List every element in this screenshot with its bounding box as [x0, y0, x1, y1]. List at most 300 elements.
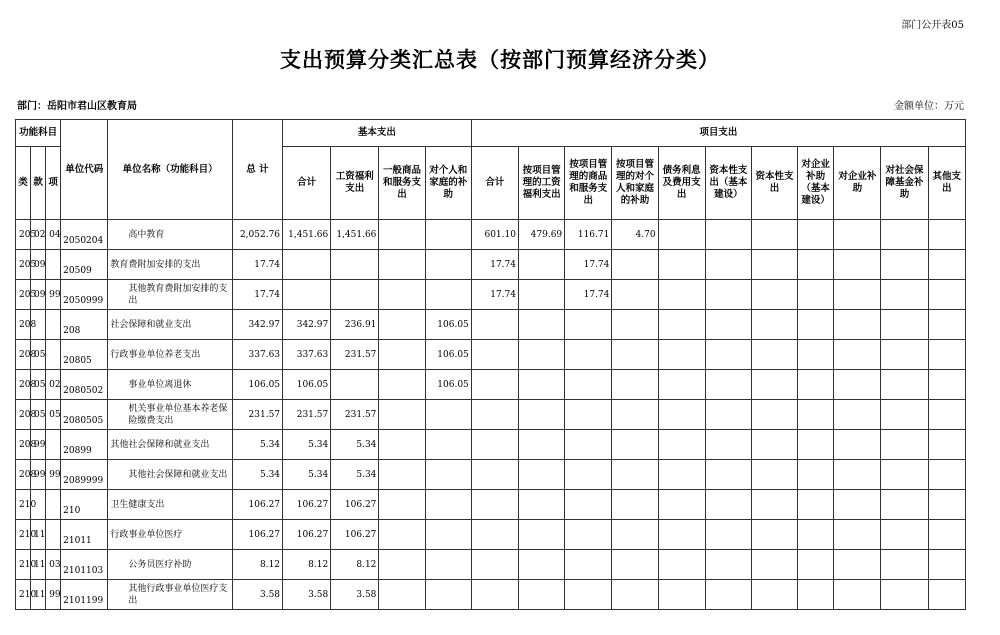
table-row [16, 520, 966, 550]
project-empty-cell [928, 580, 965, 610]
project-empty-cell [798, 550, 834, 580]
lei-cell: 205 [16, 280, 31, 310]
table-row [16, 250, 966, 280]
document-number: 部门公开表05 [901, 20, 964, 31]
lei-cell: 208 [16, 340, 31, 370]
project-empty-cell [751, 490, 797, 520]
project-sum-cell [471, 580, 518, 610]
project-goods-cell: 17.74 [565, 250, 612, 280]
kuan-cell: 11 [31, 550, 46, 580]
total-cell: 106.27 [232, 490, 282, 520]
project-personal-cell [612, 460, 658, 490]
project-empty-cell [658, 430, 705, 460]
project-empty-cell [798, 520, 834, 550]
unit-name-cell: 高中教育 [108, 220, 233, 250]
project-empty-cell [751, 340, 797, 370]
project-wage-cell: 479.69 [518, 220, 564, 250]
basic-goods-cell [379, 430, 425, 460]
project-goods-cell [565, 430, 612, 460]
xiang-cell: 99 [46, 580, 61, 610]
project-col-header: 债务利息及费用支出 [658, 147, 705, 220]
basic-sum-cell: 5.34 [283, 430, 331, 460]
project-empty-cell [928, 310, 965, 340]
basic-sum-cell: 5.34 [283, 460, 331, 490]
project-col-header: 其他支出 [928, 147, 965, 220]
total-cell: 342.97 [232, 310, 282, 340]
project-personal-cell [612, 550, 658, 580]
lei-cell: 208 [16, 400, 31, 430]
xiang-cell [46, 340, 61, 370]
basic-wage-cell: 236.91 [331, 310, 379, 340]
lei-cell: 205 [16, 220, 31, 250]
lei-cell: 210 [16, 490, 31, 520]
project-empty-cell [881, 400, 928, 430]
project-empty-cell [705, 490, 751, 520]
basic-goods-cell [379, 400, 425, 430]
project-empty-cell [881, 250, 928, 280]
project-personal-cell [612, 400, 658, 430]
project-col-header: 合计 [471, 147, 518, 220]
basic-sum-cell: 337.63 [283, 340, 331, 370]
total-cell: 17.74 [232, 280, 282, 310]
unit-code-cell: 2050999 [61, 280, 108, 310]
xiang-cell: 99 [46, 460, 61, 490]
project-personal-cell [612, 520, 658, 550]
project-empty-cell [798, 310, 834, 340]
basic-personal-cell [425, 220, 471, 250]
basic-wage-cell [331, 370, 379, 400]
project-empty-cell [798, 460, 834, 490]
total-cell: 2,052.76 [232, 220, 282, 250]
project-empty-cell [928, 220, 965, 250]
unit-code-header: 单位代码 [61, 120, 108, 220]
project-empty-cell [658, 340, 705, 370]
project-sum-cell [471, 460, 518, 490]
project-col-header: 资本性支出 [751, 147, 797, 220]
kuan-cell: 99 [31, 460, 46, 490]
project-empty-cell [751, 370, 797, 400]
kuan-cell: 11 [31, 580, 46, 610]
xiang-cell: 99 [46, 280, 61, 310]
budget-table [15, 119, 966, 610]
xiang-cell: 02 [46, 370, 61, 400]
project-empty-cell [834, 460, 881, 490]
project-personal-cell [612, 310, 658, 340]
unit-code-cell: 20899 [61, 430, 108, 460]
kuan-cell: 05 [31, 340, 46, 370]
project-empty-cell [705, 370, 751, 400]
project-empty-cell [705, 250, 751, 280]
project-empty-cell [928, 400, 965, 430]
project-goods-cell [565, 340, 612, 370]
project-empty-cell [705, 220, 751, 250]
basic-sum-cell [283, 280, 331, 310]
basic-goods-cell [379, 340, 425, 370]
kuan-cell: 05 [31, 400, 46, 430]
project-empty-cell [705, 340, 751, 370]
basic-personal-cell [425, 400, 471, 430]
basic-sum-cell: 3.58 [283, 580, 331, 610]
total-cell: 8.12 [232, 550, 282, 580]
basic-wage-cell: 5.34 [331, 430, 379, 460]
basic-wage-cell [331, 250, 379, 280]
unit-name-cell: 其他社会保障和就业支出 [108, 460, 233, 490]
project-personal-cell: 4.70 [612, 220, 658, 250]
project-empty-cell [928, 280, 965, 310]
project-wage-cell [518, 250, 564, 280]
xiang-cell [46, 520, 61, 550]
xiang-cell [46, 250, 61, 280]
project-empty-cell [705, 400, 751, 430]
xiang-cell [46, 310, 61, 340]
project-col-header: 按项目管理的对个人和家庭的补助 [612, 147, 658, 220]
basic-personal-cell: 106.05 [425, 340, 471, 370]
project-empty-cell [928, 490, 965, 520]
basic-wage-cell: 8.12 [331, 550, 379, 580]
unit-code-cell: 210 [61, 490, 108, 520]
project-empty-cell [658, 280, 705, 310]
project-empty-cell [881, 490, 928, 520]
basic-personal-cell: 106.05 [425, 310, 471, 340]
project-empty-cell [798, 250, 834, 280]
project-empty-cell [881, 520, 928, 550]
project-empty-cell [834, 220, 881, 250]
project-goods-cell [565, 400, 612, 430]
table-row [16, 400, 966, 430]
table-row [16, 460, 966, 490]
project-goods-cell [565, 370, 612, 400]
project-empty-cell [658, 550, 705, 580]
project-empty-cell [751, 250, 797, 280]
lei-cell: 208 [16, 310, 31, 340]
project-empty-cell [658, 490, 705, 520]
project-goods-cell [565, 580, 612, 610]
total-header: 总 计 [232, 120, 282, 220]
project-empty-cell [751, 220, 797, 250]
project-empty-cell [658, 400, 705, 430]
page-title: 支出预算分类汇总表（按部门预算经济分类） [280, 47, 720, 72]
project-empty-cell [881, 550, 928, 580]
project-empty-cell [881, 340, 928, 370]
kuan-cell: 02 [31, 220, 46, 250]
func-subject-header: 功能科目 [16, 120, 61, 147]
basic-goods-cell [379, 370, 425, 400]
total-cell: 106.27 [232, 520, 282, 550]
project-goods-cell [565, 520, 612, 550]
unit-name-cell: 机关事业单位基本养老保险缴费支出 [108, 400, 233, 430]
total-cell: 231.57 [232, 400, 282, 430]
table-row [16, 550, 966, 580]
total-cell: 5.34 [232, 430, 282, 460]
lei-cell: 210 [16, 580, 31, 610]
xiang-cell [46, 490, 61, 520]
project-wage-cell [518, 280, 564, 310]
project-empty-cell [705, 310, 751, 340]
basic-wage-cell: 5.34 [331, 460, 379, 490]
project-wage-cell [518, 550, 564, 580]
unit-name-cell: 社会保障和就业支出 [108, 310, 233, 340]
project-wage-cell [518, 520, 564, 550]
basic-goods-cell [379, 490, 425, 520]
lei-cell: 208 [16, 460, 31, 490]
basic-wage-cell: 3.58 [331, 580, 379, 610]
project-empty-cell [881, 310, 928, 340]
basic-goods-cell [379, 220, 425, 250]
basic-personal-cell [425, 550, 471, 580]
unit-name-cell: 公务员医疗补助 [108, 550, 233, 580]
project-sum-cell [471, 310, 518, 340]
project-sum-cell [471, 370, 518, 400]
unit-name-cell: 卫生健康支出 [108, 490, 233, 520]
basic-personal-cell [425, 250, 471, 280]
unit-code-cell: 2089999 [61, 460, 108, 490]
project-empty-cell [834, 310, 881, 340]
project-empty-cell [751, 580, 797, 610]
department-label: 部门：岳阳市君山区教育局 [17, 101, 137, 112]
kuan-cell: 11 [31, 520, 46, 550]
kuan-cell: 05 [31, 370, 46, 400]
project-col-header: 按项目管理的商品和服务支出 [565, 147, 612, 220]
project-empty-cell [751, 520, 797, 550]
project-empty-cell [928, 460, 965, 490]
lei-cell: 205 [16, 250, 31, 280]
xiang-header: 项 [46, 147, 61, 220]
project-empty-cell [834, 280, 881, 310]
project-goods-cell [565, 310, 612, 340]
project-empty-cell [658, 520, 705, 550]
project-empty-cell [928, 370, 965, 400]
lei-cell: 210 [16, 550, 31, 580]
project-wage-cell [518, 460, 564, 490]
project-sum-cell [471, 400, 518, 430]
project-wage-cell [518, 310, 564, 340]
project-wage-cell [518, 400, 564, 430]
project-empty-cell [798, 220, 834, 250]
basic-col-header: 工资福利支出 [331, 147, 379, 220]
project-col-header: 按项目管理的工资福利支出 [518, 147, 564, 220]
unit-code-cell: 2101199 [61, 580, 108, 610]
xiang-cell: 05 [46, 400, 61, 430]
basic-sum-cell: 342.97 [283, 310, 331, 340]
table-row [16, 220, 966, 250]
unit-name-cell: 事业单位离退休 [108, 370, 233, 400]
unit-code-cell: 2080502 [61, 370, 108, 400]
project-empty-cell [798, 430, 834, 460]
project-sum-cell [471, 430, 518, 460]
basic-personal-cell [425, 520, 471, 550]
project-sum-cell [471, 520, 518, 550]
basic-col-header: 合计 [283, 147, 331, 220]
unit-name-cell: 其他社会保障和就业支出 [108, 430, 233, 460]
project-empty-cell [834, 490, 881, 520]
xiang-cell: 03 [46, 550, 61, 580]
project-empty-cell [658, 460, 705, 490]
project-empty-cell [798, 340, 834, 370]
unit-name-header: 单位名称（功能科目） [108, 120, 233, 220]
total-cell: 3.58 [232, 580, 282, 610]
xiang-cell: 04 [46, 220, 61, 250]
project-wage-cell [518, 490, 564, 520]
kuan-header: 款 [31, 147, 46, 220]
amount-unit-label: 金额单位：万元 [894, 101, 964, 112]
project-personal-cell [612, 250, 658, 280]
project-empty-cell [834, 370, 881, 400]
project-empty-cell [751, 400, 797, 430]
project-sum-cell [471, 490, 518, 520]
project-empty-cell [658, 220, 705, 250]
project-empty-cell [928, 430, 965, 460]
unit-code-cell: 20805 [61, 340, 108, 370]
basic-goods-cell [379, 550, 425, 580]
basic-col-header: 对个人和家庭的补助 [425, 147, 471, 220]
project-personal-cell [612, 580, 658, 610]
project-empty-cell [751, 550, 797, 580]
project-wage-cell [518, 370, 564, 400]
project-empty-cell [751, 310, 797, 340]
project-empty-cell [798, 400, 834, 430]
unit-code-cell: 2101103 [61, 550, 108, 580]
project-empty-cell [751, 430, 797, 460]
project-col-header: 资本性支出（基本建设） [705, 147, 751, 220]
lei-header: 类 [16, 147, 31, 220]
table-row [16, 490, 966, 520]
basic-col-header: 一般商品和服务支出 [379, 147, 425, 220]
project-sum-cell [471, 550, 518, 580]
project-personal-cell [612, 340, 658, 370]
project-personal-cell [612, 490, 658, 520]
kuan-cell: 99 [31, 430, 46, 460]
unit-code-cell: 2050204 [61, 220, 108, 250]
project-empty-cell [798, 370, 834, 400]
basic-personal-cell [425, 430, 471, 460]
project-empty-cell [834, 550, 881, 580]
project-empty-cell [881, 580, 928, 610]
project-empty-cell [658, 580, 705, 610]
unit-code-cell: 21011 [61, 520, 108, 550]
project-empty-cell [705, 460, 751, 490]
total-cell: 17.74 [232, 250, 282, 280]
project-empty-cell [798, 280, 834, 310]
table-row [16, 370, 966, 400]
unit-code-cell: 2080505 [61, 400, 108, 430]
project-col-header: 对社会保障基金补助 [881, 147, 928, 220]
unit-name-cell: 其他教育费附加安排的支出 [108, 280, 233, 310]
basic-goods-cell [379, 460, 425, 490]
xiang-cell [46, 430, 61, 460]
basic-goods-cell [379, 280, 425, 310]
project-goods-cell [565, 550, 612, 580]
project-personal-cell [612, 430, 658, 460]
project-empty-cell [928, 340, 965, 370]
lei-cell: 208 [16, 430, 31, 460]
project-goods-cell: 116.71 [565, 220, 612, 250]
project-goods-cell [565, 460, 612, 490]
project-empty-cell [928, 250, 965, 280]
basic-wage-cell [331, 280, 379, 310]
basic-sum-cell: 106.27 [283, 520, 331, 550]
basic-sum-cell: 1,451.66 [283, 220, 331, 250]
lei-cell: 210 [16, 520, 31, 550]
basic-sum-cell: 106.05 [283, 370, 331, 400]
table-row [16, 340, 966, 370]
basic-sum-cell: 8.12 [283, 550, 331, 580]
project-expenditure-header: 项目支出 [471, 120, 965, 147]
project-empty-cell [834, 340, 881, 370]
project-col-header: 对企业补助（基本建设） [798, 147, 834, 220]
project-goods-cell [565, 490, 612, 520]
basic-wage-cell: 231.57 [331, 340, 379, 370]
basic-goods-cell [379, 580, 425, 610]
project-goods-cell: 17.74 [565, 280, 612, 310]
project-sum-cell: 17.74 [471, 250, 518, 280]
basic-sum-cell: 231.57 [283, 400, 331, 430]
project-empty-cell [705, 280, 751, 310]
unit-code-cell: 20509 [61, 250, 108, 280]
project-empty-cell [705, 580, 751, 610]
project-empty-cell [834, 400, 881, 430]
basic-wage-cell: 1,451.66 [331, 220, 379, 250]
project-col-header: 对企业补助 [834, 147, 881, 220]
project-sum-cell: 17.74 [471, 280, 518, 310]
project-empty-cell [798, 580, 834, 610]
basic-expenditure-header: 基本支出 [283, 120, 472, 147]
project-empty-cell [658, 250, 705, 280]
project-empty-cell [751, 460, 797, 490]
basic-personal-cell [425, 280, 471, 310]
project-empty-cell [928, 520, 965, 550]
lei-cell: 208 [16, 370, 31, 400]
project-wage-cell [518, 580, 564, 610]
project-personal-cell [612, 370, 658, 400]
unit-name-cell: 教育费附加安排的支出 [108, 250, 233, 280]
project-personal-cell [612, 280, 658, 310]
project-empty-cell [658, 310, 705, 340]
basic-goods-cell [379, 520, 425, 550]
total-cell: 337.63 [232, 340, 282, 370]
table-row [16, 280, 966, 310]
project-empty-cell [928, 550, 965, 580]
kuan-cell: 09 [31, 250, 46, 280]
total-cell: 106.05 [232, 370, 282, 400]
basic-sum-cell: 106.27 [283, 490, 331, 520]
kuan-cell: 09 [31, 280, 46, 310]
project-empty-cell [881, 370, 928, 400]
unit-name-cell: 行政事业单位医疗 [108, 520, 233, 550]
table-row [16, 580, 966, 610]
basic-personal-cell [425, 580, 471, 610]
project-empty-cell [881, 280, 928, 310]
basic-wage-cell: 106.27 [331, 520, 379, 550]
project-empty-cell [705, 550, 751, 580]
project-empty-cell [881, 220, 928, 250]
project-wage-cell [518, 340, 564, 370]
basic-wage-cell: 231.57 [331, 400, 379, 430]
table-row [16, 430, 966, 460]
project-empty-cell [881, 430, 928, 460]
project-empty-cell [834, 580, 881, 610]
project-empty-cell [705, 520, 751, 550]
project-empty-cell [834, 430, 881, 460]
basic-personal-cell [425, 490, 471, 520]
project-empty-cell [798, 490, 834, 520]
project-empty-cell [751, 280, 797, 310]
unit-name-cell: 行政事业单位养老支出 [108, 340, 233, 370]
table-row [16, 310, 966, 340]
basic-personal-cell [425, 460, 471, 490]
project-empty-cell [834, 520, 881, 550]
project-sum-cell [471, 340, 518, 370]
project-empty-cell [834, 250, 881, 280]
